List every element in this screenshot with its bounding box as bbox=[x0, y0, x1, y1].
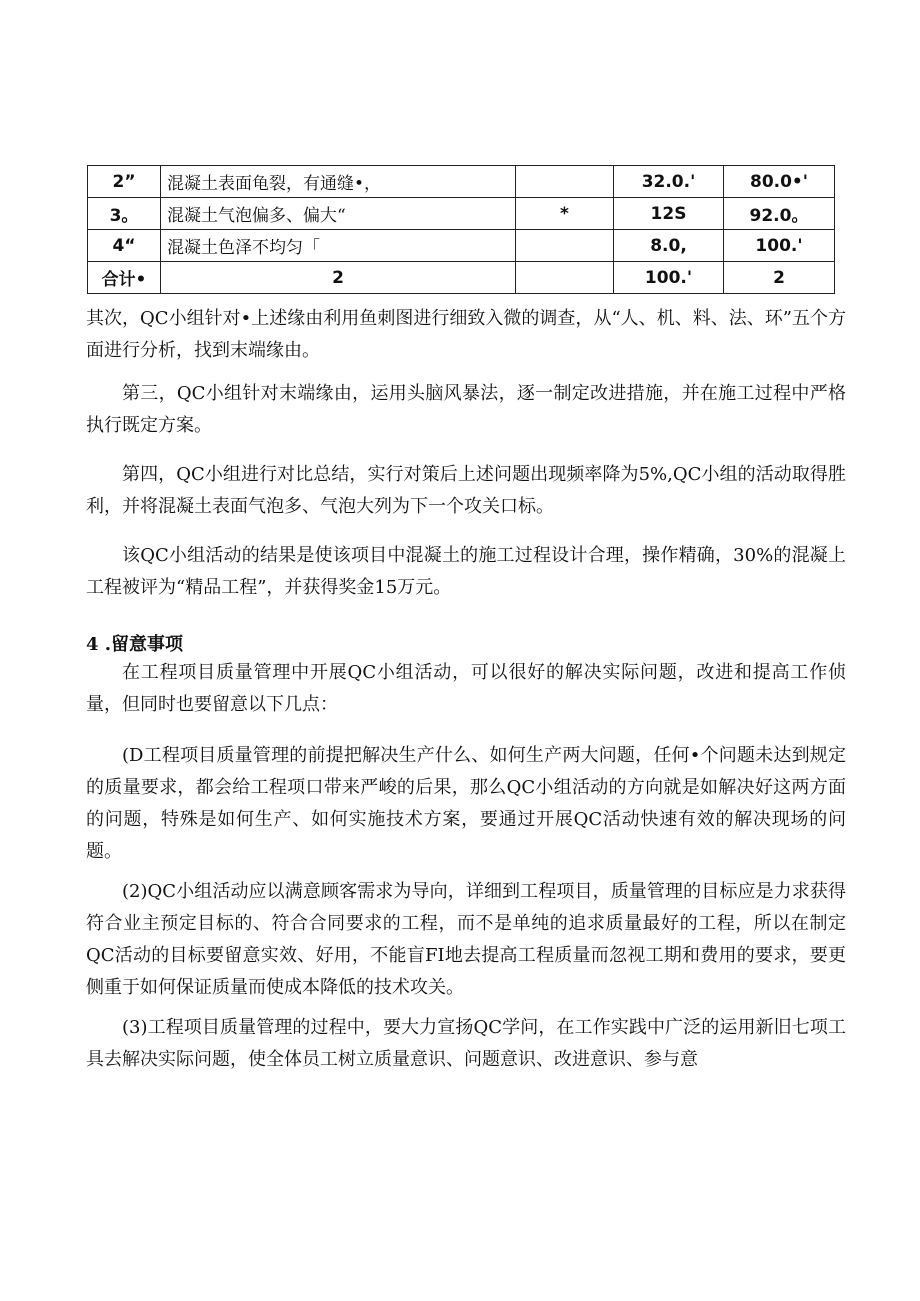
frequency-cell: 32.0.' bbox=[614, 166, 724, 198]
total-frequency-cell: 100.' bbox=[614, 262, 724, 294]
mark-cell: * bbox=[516, 198, 614, 230]
paragraph-note-1: (D工程项目质量管理的前提把解决生产什么、如何生产两大问题，任何•个问题未达到规定的质量要求，都会给工程项口带来严峻的后果，那么QC小组活动的方向就是如解决好这两方面的问题，特殊是如何生产、如何实施技术方案，要通过开展QC活动快速有效的解决现场的问题。 bbox=[86, 745, 846, 862]
section-heading-notes: 4 .留意事项 bbox=[86, 634, 184, 655]
table-row bbox=[88, 230, 835, 262]
table-row bbox=[88, 198, 835, 230]
row-number-cell: 4“ bbox=[88, 230, 161, 262]
defect-frequency-table bbox=[87, 165, 835, 294]
paragraph-notes-intro: 在工程项目质量管理中开展QC小组活动，可以很好的解决实际问题，改进和提高工作侦量，但同时也要留意以下几点： bbox=[86, 662, 846, 715]
row-number-cell: 3。 bbox=[88, 198, 161, 230]
mark-cell bbox=[516, 262, 614, 294]
paragraph-brainstorming: 第三，QC小组针对末端缘由，运用头脑风暴法，逐一制定改进措施，并在施工过程中严格执行既定方案。 bbox=[86, 383, 846, 436]
paragraph-note-3: (3)工程项目质量管理的过程中，要大力宣扬QC学问，在工作实践中广泛的运用新旧七项工具去解决实际问题，使全体员工树立质量意识、问题意识、改进意识、参与意 bbox=[86, 1017, 846, 1070]
row-number-cell: 2” bbox=[88, 166, 161, 198]
paragraph-note-2: (2)QC小组活动应以满意顾客需求为导向，详细到工程项目，质量管理的目标应是力求获得符合业主预定目标的、符合合同要求的工程，而不是单纯的追求质量最好的工程，所以在制定QC活动的目标要留意实效、好用，不能盲FI地去提高工程质量而忽视工期和费用的要求，要更侧重于如何保证质量而使成本降低的技术攻关。 bbox=[86, 881, 846, 998]
total-count-cell: 2 bbox=[161, 262, 516, 294]
mark-cell bbox=[516, 166, 614, 198]
cumulative-cell: 100.' bbox=[724, 230, 835, 262]
frequency-cell: 12S bbox=[614, 198, 724, 230]
paragraph-fishbone-analysis: 其次，QC小组针对•上述缘由利用鱼刺图进行细致入微的调查，从“人、机、料、法、环”五个方面进行分析，找到末端缘由。 bbox=[86, 308, 846, 361]
mark-cell bbox=[516, 230, 614, 262]
table-total-row bbox=[88, 262, 835, 294]
paragraph-activity-result: 该QC小组活动的结果是使该项目中混凝土的施工过程设计合理，操作精确，30%的混凝上工程被评为“精品工程”，并获得奖金15万元。 bbox=[86, 545, 846, 598]
defect-description-cell: 混凝土色泽不均匀「 bbox=[161, 230, 516, 262]
defect-description-cell: 混凝土气泡偏多、偏大“ bbox=[161, 198, 516, 230]
defect-description-cell: 混凝土表面龟裂，有通缝•， bbox=[161, 166, 516, 198]
total-cumulative-cell: 2 bbox=[724, 262, 835, 294]
cumulative-cell: 92.0。 bbox=[724, 198, 835, 230]
frequency-cell: 8.0, bbox=[614, 230, 724, 262]
total-label-cell: 合计• bbox=[88, 262, 161, 294]
table-row bbox=[88, 166, 835, 198]
paragraph-comparison-summary: 第四，QC小组进行对比总结，实行对策后上述问题出现频率降为5%,QC小组的活动取得胜利，并将混凝土表面气泡多、气泡大列为下一个攻关口标。 bbox=[86, 464, 846, 517]
cumulative-cell: 80.0•' bbox=[724, 166, 835, 198]
